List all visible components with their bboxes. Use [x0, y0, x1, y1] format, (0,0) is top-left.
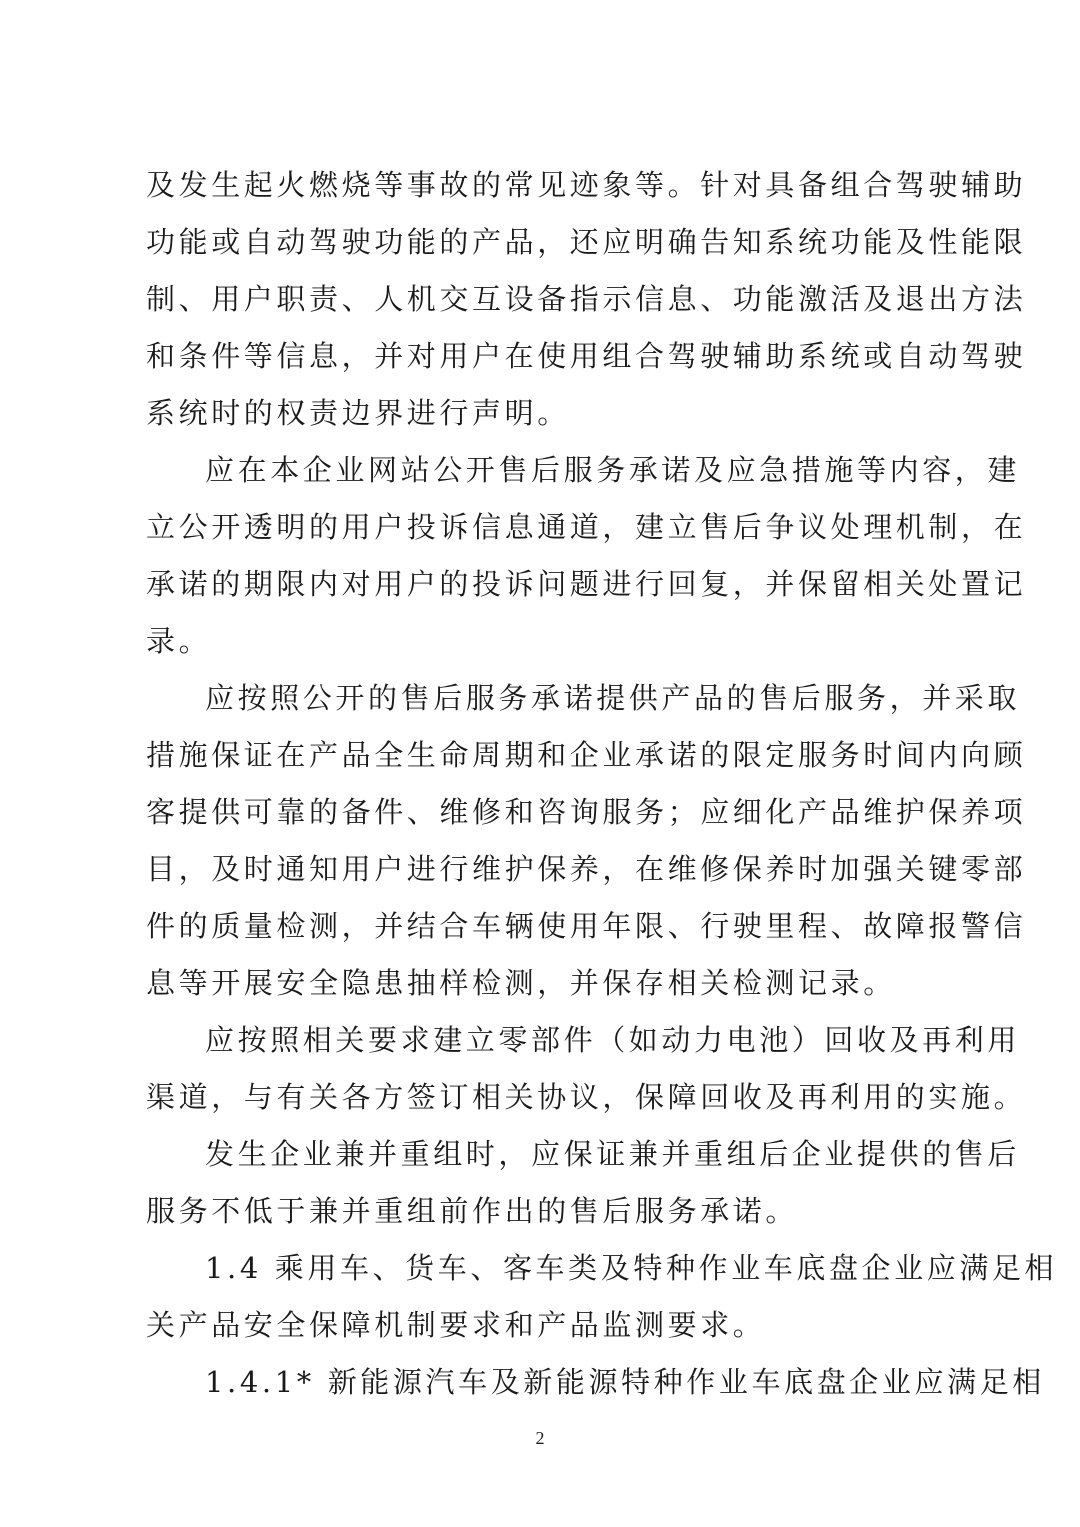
paragraph-line: 措施保证在产品全生命周期和企业承诺的限定服务时间内向顾 — [146, 738, 1027, 772]
paragraph-line: 目，及时通知用户进行维护保养，在维修保养时加强关键零部 — [146, 852, 1027, 886]
paragraph-line: 客提供可靠的备件、维修和咨询服务；应细化产品维护保养项 — [146, 795, 1027, 829]
paragraph-line: 录。 — [146, 624, 212, 658]
paragraph-line: 承诺的期限内对用户的投诉问题进行回复，并保留相关处置记 — [146, 567, 1027, 601]
paragraph-line: 应按照相关要求建立零部件（如动力电池）回收及再利用 — [205, 1023, 1021, 1057]
paragraph-line: 制、用户职责、人机交互设备指示信息、功能激活及退出方法 — [146, 282, 1027, 316]
paragraph-line: 功能或自动驾驶功能的产品，还应明确告知系统功能及性能限 — [146, 225, 1027, 259]
paragraph-line: 发生企业兼并重组时，应保证兼并重组后企业提供的售后 — [205, 1137, 1021, 1171]
paragraph-line: 及发生起火燃烧等事故的常见迹象等。针对具备组合驾驶辅助 — [146, 168, 1027, 202]
paragraph-line: 系统时的权责边界进行声明。 — [146, 396, 570, 430]
paragraph-line: 和条件等信息，并对用户在使用组合驾驶辅助系统或自动驾驶 — [146, 339, 1027, 373]
paragraph-line: 件的质量检测，并结合车辆使用年限、行驶里程、故障报警信 — [146, 909, 1027, 943]
paragraph-line: 渠道，与有关各方签订相关协议，保障回收及再利用的实施。 — [146, 1080, 1027, 1114]
section-heading-line: 1.4.1* 新能源汽车及新能源特种作业车底盘企业应满足相 — [205, 1365, 1045, 1399]
paragraph-line: 应按照公开的售后服务承诺提供产品的售后服务，并采取 — [205, 681, 1021, 715]
paragraph-line: 应在本企业网站公开售后服务承诺及应急措施等内容，建 — [205, 453, 1021, 487]
paragraph-line: 立公开透明的用户投诉信息通道，建立售后争议处理机制，在 — [146, 510, 1027, 544]
paragraph-line: 关产品安全保障机制要求和产品监测要求。 — [146, 1308, 766, 1342]
paragraph-line: 服务不低于兼并重组前作出的售后服务承诺。 — [146, 1194, 799, 1228]
page-number: 2 — [535, 1428, 545, 1448]
paragraph-line: 息等开展安全隐患抽样检测，并保存相关检测记录。 — [146, 966, 896, 1000]
section-heading-line: 1.4 乘用车、货车、客车类及特种作业车底盘企业应满足相 — [205, 1251, 1058, 1285]
